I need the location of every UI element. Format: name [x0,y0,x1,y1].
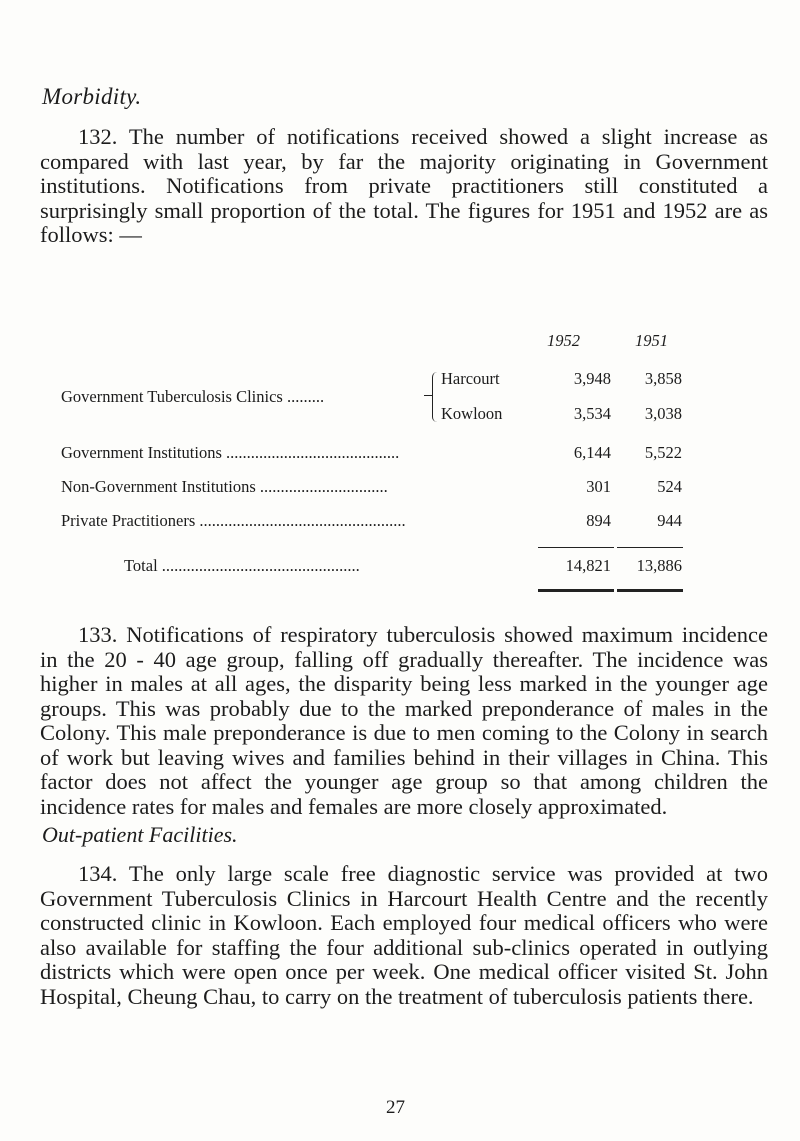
subsection-heading: Out-patient Facilities. [42,822,238,847]
cell-government-institutions-1952: 6,144 [573,443,611,462]
row-label-non-government-institutions: Non-Government Institutions ............................... [61,477,388,496]
column-header-1952: 1952 [547,331,580,350]
cell-non-government-institutions-1952: 301 [586,477,611,496]
cell-kowloon-1952: 3,534 [573,404,611,423]
row-label-government-institutions: Government Institutions .......................................... [61,443,400,462]
paragraph-133 [40,623,768,819]
cell-total-1951: 13,886 [636,556,682,575]
page-number: 27 [386,1097,405,1118]
row-label-private-practitioners: Private Practitioners .................................................. [61,511,406,530]
cell-private-practitioners-1952: 894 [586,511,611,530]
row-label-harcourt: Harcourt [441,369,500,388]
cell-total-1952: 14,821 [565,556,611,575]
cell-harcourt-1952: 3,948 [573,369,611,388]
brace-icon [432,372,440,422]
row-label-kowloon: Kowloon [441,404,503,423]
row-label-clinics: Government Tuberculosis Clinics ......... [61,387,325,406]
total-rule-1952 [538,589,614,592]
cell-kowloon-1951: 3,038 [644,404,682,423]
paragraph-text: The number of notifications received showed a slight increase as compared with last year, by far the majority originating in Government institutions. Notifications from private practitioners still constituted a surprisingly small proportion of the total. The figures for 1951 and 1952 are as follows: — [40,124,768,247]
paragraph-number: 133. [78,622,118,647]
cell-non-government-institutions-1951: 524 [657,477,682,496]
cell-harcourt-1951: 3,858 [644,369,682,388]
subtotal-rule-1952 [538,547,614,548]
paragraph-134 [40,862,768,1009]
cell-government-institutions-1951: 5,522 [644,443,682,462]
paragraph-text: The only large scale free diagnostic service was provided at two Government Tuberculosis Clinics in Harcourt Health Centre and the recently constructed clinic in Kowloon. Each employed four medical officers who were also available for staffing the four additional sub-clinics operated in outlying districts which were open once per week. One medical officer visited St. John Hospital, Cheung Chau, to carry on the treatment of tuberculosis patients there. [40,861,768,1009]
column-header-1951: 1951 [635,331,668,350]
paragraph-number: 134. [78,861,118,886]
cell-private-practitioners-1951: 944 [657,511,682,530]
paragraph-text: Notifications of respiratory tuberculosis showed maximum incidence in the 20 - 40 age group, falling off gradually thereafter. The incidence was higher in males at all ages, the disparity being less marked in the younger age groups. This was probably due to the marked preponderance of males in the Colony. This male preponderance is due to men coming to the Colony in search of work but leaving wives and families behind in their villages in China. This factor does not affect the younger age group so that among children the incidence rates for males and females are more closely approximated. [40,622,769,819]
paragraph-number: 132. [78,124,118,149]
paragraph-132 [40,125,768,248]
row-label-total: Total ................................................ [124,556,360,575]
total-rule-1951 [617,589,683,592]
section-heading: Morbidity. [42,84,142,109]
subtotal-rule-1951 [617,547,683,548]
